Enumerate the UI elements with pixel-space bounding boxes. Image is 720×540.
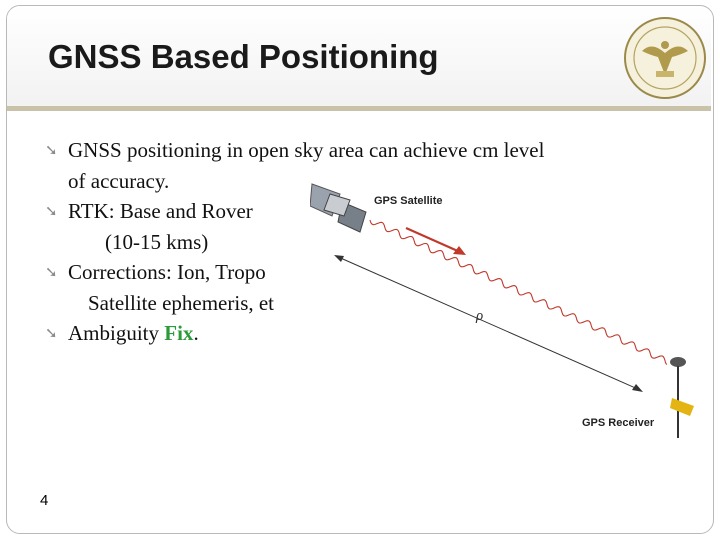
bullet-end: . xyxy=(193,321,199,345)
bullet-arrow-icon: ➘ xyxy=(45,202,58,220)
bullet-continuation: (10-15 kms) xyxy=(105,229,209,254)
receiver-icon xyxy=(670,357,694,438)
bullet-text: Ambiguity xyxy=(68,321,165,345)
satellite-label: GPS Satellite xyxy=(374,195,443,207)
title-divider xyxy=(7,106,711,111)
range-arrow-end-icon xyxy=(632,384,643,392)
bullet-text: Corrections: Ion, Tropo xyxy=(68,260,266,284)
range-symbol: ρ xyxy=(476,308,484,324)
bullet-text: GNSS positioning in open sky area can achieve cm level xyxy=(68,138,545,162)
range-arrow-start-icon xyxy=(334,255,344,262)
university-seal-icon xyxy=(622,15,708,101)
bullet-arrow-icon: ➘ xyxy=(45,141,58,159)
satellite-icon xyxy=(310,184,366,232)
signal-wave xyxy=(370,220,667,365)
page-number: 4 xyxy=(40,492,49,509)
gps-diagram xyxy=(310,176,694,438)
bullet-continuation: of accuracy. xyxy=(68,168,170,193)
bullet-arrow-icon: ➘ xyxy=(45,324,58,342)
receiver-label: GPS Receiver xyxy=(582,417,655,429)
fix-highlight: Fix xyxy=(164,321,194,345)
bullet-arrow-icon: ➘ xyxy=(45,263,58,281)
bullet-continuation: Satellite ephemeris, et xyxy=(88,290,275,315)
bullet-item xyxy=(44,135,684,166)
bullet-text: RTK: Base and Rover xyxy=(68,199,253,223)
slide-title: GNSS Based Positioning xyxy=(48,38,439,75)
